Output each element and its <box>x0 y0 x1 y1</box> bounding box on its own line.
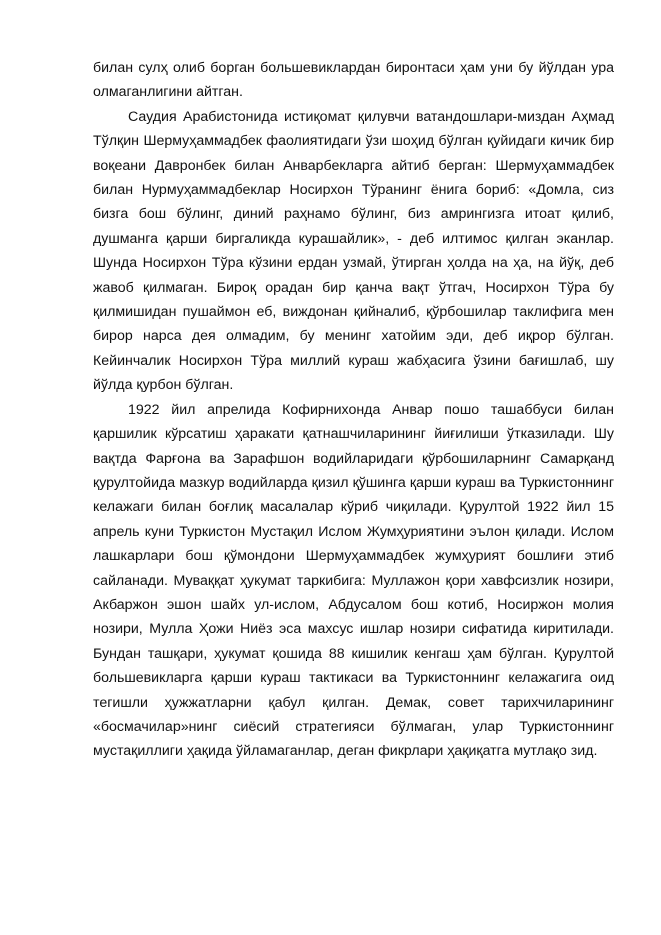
paragraph-continuation: билан сулҳ олиб борган большевиклардан биронтаси ҳам уни бу йўлдан ура олмаганлигини айтган. <box>93 60 614 101</box>
document-body <box>93 56 614 764</box>
paragraph-saudi-story: Саудия Арабистонида истиқомат қилувчи ватандошлари-миздан Аҳмад Тўлқин Шермуҳаммадбек фаолиятидаги ўзи шоҳид бўлган қуйидаги кичик бир воқеани Давронбек билан Анварбекларга айтиб берган: Шермуҳаммадбек билан Нурмуҳаммадбеклар Носирхон Тўранинг ёнига бориб: «Домла, сиз бизга бош бўлинг, диний раҳнамо бўлинг, биз амрингизга итоат қилиб, душманга қарши биргаликда курашайлик», - деб илтимос қилган эканлар. Шунда Носирхон Тўра кўзини ердан узмай, ўтирган ҳолда на ҳа, на йўқ, деб жавоб қилмаган. Бироқ орадан бир қанча вақт ўтгач, Носирхон Тўра бу қилмишидан пушаймон еб, виждонан қийналиб, қўрбошилар таклифига мен бирор нарса дея олмадим, бу менинг хатойим эди, деб иқрор бўлган. Кейинчалик Носирхон Тўра миллий кураш жабҳасига ўзини бағишлаб, шу йўлда қурбон бўлган. <box>93 108 614 394</box>
paragraph-kurultai-1922: 1922 йил апрелида Кофирнихонда Анвар пошо ташаббуси билан қаршилик кўрсатиш ҳаракати қатнашчиларининг йиғилиши ўтказилади. Шу вақтда Фарғона ва Зарафшон водийларидаги қўрбошиларнинг Самарқанд қурултойида мазкур водийларда қизил қўшинга қарши кураш ва Туркистоннинг келажаги билан боғлиқ масалалар кўриб чиқилади. Қурултой 1922 йил 15 апрель куни Туркистон Мустақил Ислом Жумҳуриятини эълон қилади. Ислом лашкарлари бош қўмондони Шермуҳаммадбек жумҳурият бошлиғи этиб сайланади. Муваққат ҳукумат таркибига: Муллажон қори хавфсизлик нозири, Акбаржон эшон шайх ул-ислом, Абдусалом бош котиб, Носиржон молия нозири, Мулла Ҳожи Ниёз эса махсус ишлар нозири сифатида киритилади. Бундан ташқари, ҳукумат қошида 88 кишилик кенгаш ҳам бўлган. Қурултой большевикларга қарши кураш тактикаси ва Туркистоннинг келажагига оид тегишли ҳужжатларни қабул қилган. Демак, совет тарихчиларининг «босмачилар»нинг сиёсий стратегияси бўлмаган, улар Туркистоннинг мустақиллиги ҳақида ўйламаганлар, деган фикрлари ҳақиқатга мутлақо зид. <box>93 401 614 760</box>
